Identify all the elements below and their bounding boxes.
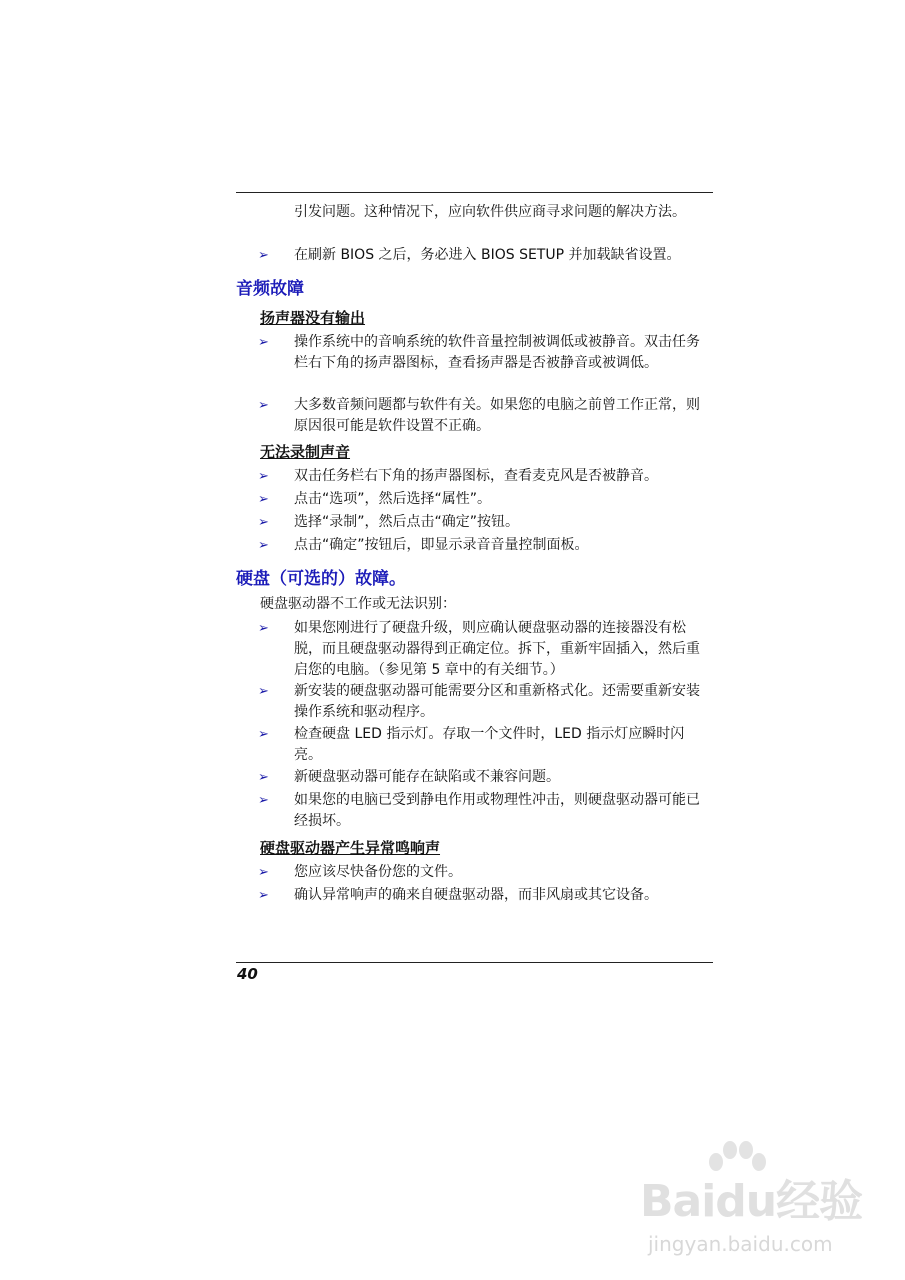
bullet-arrow-icon: ➢	[258, 621, 269, 636]
subsection-title-record: 无法录制声音	[260, 443, 351, 461]
bullet-arrow-icon: ➢	[258, 538, 269, 553]
bullet-arrow-icon: ➢	[258, 335, 269, 350]
baidu-watermark	[640, 1140, 870, 1270]
bullet-arrow-icon: ➢	[258, 888, 269, 903]
bullet-arrow-icon: ➢	[258, 684, 269, 699]
subsection-title-speaker: 扬声器没有输出	[260, 309, 366, 327]
page-number: 40	[237, 965, 258, 983]
bullet-arrow-icon: ➢	[258, 793, 269, 808]
bullet-arrow-icon: ➢	[258, 248, 269, 263]
bullet-arrow-icon: ➢	[258, 770, 269, 785]
bullet-arrow-icon: ➢	[258, 727, 269, 742]
bullet-arrow-icon: ➢	[258, 469, 269, 484]
watermark-url: jingyan.baidu.com	[648, 1232, 833, 1256]
bullet-arrow-icon: ➢	[258, 398, 269, 413]
watermark-logo: Baidu经验	[640, 1176, 863, 1227]
bullet-arrow-icon: ➢	[258, 515, 269, 530]
page-content: 引发问题。这种情况下，应向软件供应商寻求问题的解决方法。 ➢ 在刷新 BIOS 之后，务必进入 BIOS SETUP 并加载缺省设置。 音频故障 扬声器没有输出 ➢ 操作系统中的音响系统的软件音量控制被调低或被静音。双击任务栏右下角的扬声器图标，查看扬声器是否被静音或被调低。 ➢ 大多数音频问题都与软件有关。如果您的电脑之前曾工作正常，则原因很可能是软件设置不正确。 无法录制声音 ➢ 双击任务栏右下角的扬声器图标，查看麦克风是否被静音。 ➢ 点击“选项”，然后选择“属性”。 ➢ 选择“录制”，然后点击“确定”按钮。 ➢ 点击“确定”按钮后，即显示录音音量控制面板。 硬盘（可选的）故障。 硬盘驱动器不工作或无法识别： ➢ 如果您刚进行了硬盘升级，则应确认硬盘驱动器的连接器没有松脱，而且硬盘驱动器得到正确定位。拆下，重新牢固插入，然后重启您的电脑。（参见第 5 章中的有关细节。） ➢ 新安装的硬盘驱动器可能需要分区和重新格式化。还需要重新安装操作系统和驱动程序。 ➢ 检查硬盘 LED 指示灯。存取一个文件时，LED 指示灯应瞬时闪亮。 ➢ 新硬盘驱动器可能存在缺陷或不兼容问题。 ➢ 如果您的电脑已受到静电作用或物理性冲击，则硬盘驱动器可能已经损坏。 硬盘驱动器产生异常鸣响声 ➢ 您应该尽快备份您的文件。 ➢ 确认异常响声的确来自硬盘驱动器，而非风扇或其它设备。	[0, 0, 905, 960]
section-title-audio: 音频故障	[236, 279, 304, 299]
bullet-arrow-icon: ➢	[258, 865, 269, 880]
section-title-hdd: 硬盘（可选的）故障。	[236, 569, 406, 589]
subsection-title-noise: 硬盘驱动器产生异常鸣响声	[260, 839, 441, 857]
footer-rule	[236, 962, 713, 963]
continuation-paragraph: 引发问题。这种情况下，应向软件供应商寻求问题的解决方法。	[294, 204, 686, 220]
hdd-intro: 硬盘驱动器不工作或无法识别：	[260, 596, 456, 612]
bullet-arrow-icon: ➢	[258, 492, 269, 507]
